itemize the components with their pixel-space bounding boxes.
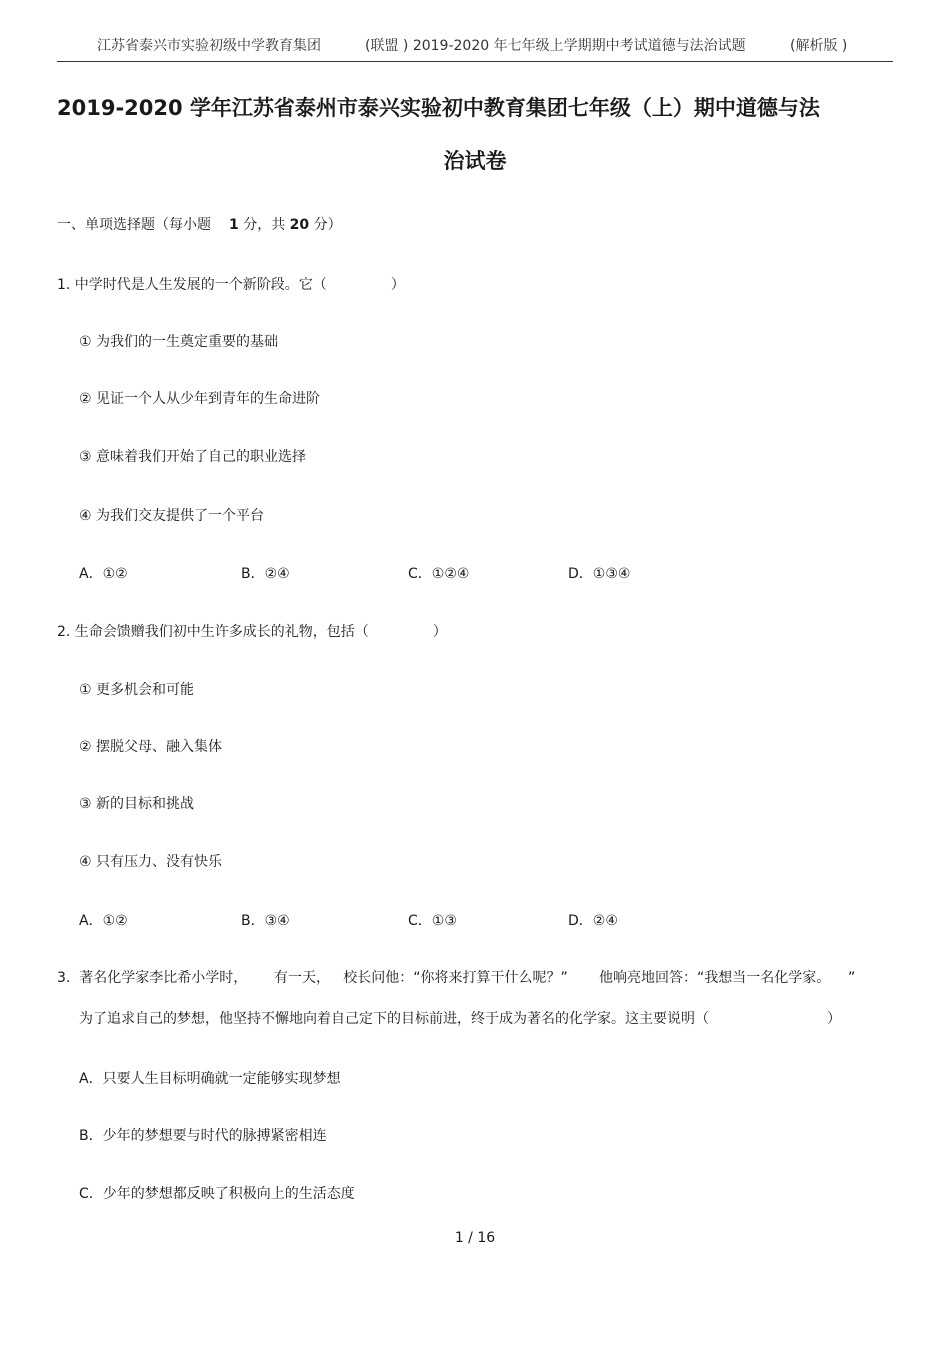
header-edition: (解析版 ) [790,38,848,54]
page-header [57,33,893,62]
q2-option-c: C．①③ [408,913,457,929]
q2-option-d: D．②④ [568,913,618,929]
q1-item: ③ 意味着我们开始了自己的职业选择 [79,449,307,465]
q1-option-d: D．①③④ [568,566,631,582]
question-2-stem: 2. 生命会馈赠我们初中生许多成长的礼物，包括（ ） [57,624,447,640]
q3-option-c: C．少年的梦想都反映了积极向上的生活态度 [79,1186,355,1202]
header-school: 江苏省泰兴市实验初级中学教育集团 [97,38,321,54]
question-3-stem-line1: 3. 著名化学家李比希小学时， 有一天， 校长问他：“你将来打算干什么呢？” 他响亮地回答：“我想当一名化学家。 ” [57,970,856,986]
q3-option-b: B．少年的梦想要与时代的脉搏紧密相连 [79,1128,327,1144]
document-title-line2: 治试卷 [443,149,507,173]
q1-option-a: A．①② [79,566,128,582]
q1-option-c: C．①②④ [408,566,470,582]
q1-item: ① 为我们的一生奠定重要的基础 [79,334,279,350]
q2-item: ① 更多机会和可能 [79,682,195,698]
section-heading: 一、单项选择题（每小题 1 分，共 20 分） [57,217,342,233]
q1-option-b: B．②④ [241,566,290,582]
header-exam: (联盟 ) 2019-2020 年七年级上学期期中考试道德与法治试题 [365,38,746,54]
q2-item: ② 摆脱父母、融入集体 [79,739,223,755]
question-1-stem: 1. 中学时代是人生发展的一个新阶段。它（ ） [57,277,405,293]
q1-item: ④ 为我们交友提供了一个平台 [79,508,265,524]
question-3-stem-line2: 为了追求自己的梦想，他坚持不懈地向着自己定下的目标前进，终于成为著名的化学家。这主要说明（ ） [79,1011,841,1027]
q2-item: ④ 只有压力、没有快乐 [79,854,223,870]
q2-option-a: A．①② [79,913,128,929]
q1-item: ② 见证一个人从少年到青年的生命进阶 [79,391,320,407]
q2-option-b: B．③④ [241,913,290,929]
q3-option-a: A．只要人生目标明确就一定能够实现梦想 [79,1071,341,1087]
q2-item: ③ 新的目标和挑战 [79,796,195,812]
document-title-line1: 2019-2020 学年江苏省泰州市泰兴实验初中教育集团七年级（上）期中道德与法 [57,96,820,120]
page-number: 1 / 16 [454,1230,496,1246]
